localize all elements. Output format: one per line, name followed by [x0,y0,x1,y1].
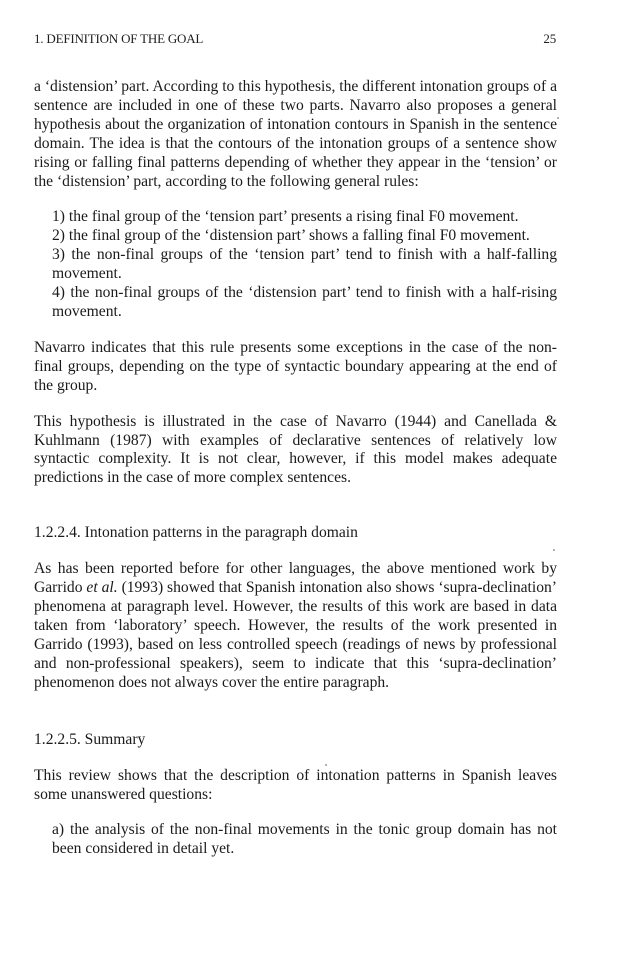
section-heading-paragraph-domain: 1.2.2.4. Intonation patterns in the paragraph domain [34,524,358,542]
rules-list [52,208,557,321]
summary-list-item: a) the analysis of the non-final movements in the tonic group domain has not been considered in detail yet. [52,821,557,858]
italic-citation: et al. [86,579,118,597]
summary-paragraph: This review shows that the description of intonation patterns in Spanish leaves some unanswered questions: [34,767,557,804]
scan-speck [325,764,327,766]
chapter-title: 1. DEFINITION OF THE GOAL [34,31,204,46]
scan-speck [557,117,559,119]
section-heading-summary: 1.2.2.5. Summary [34,731,146,749]
scan-speck [553,549,555,551]
text-segment: (1993) showed that Spanish intonation also shows ‘supra-declination’ phenomena at paragraph level. However, the results of this work are based in data taken from ‘laboratory’ speech. However, the results of the work presented in Garrido (1993), based on less controlled speech (readings of news by professional and non-professional speakers), seem to indicate that this ‘supra-declination’ phenomenon does not always cover the entire paragraph. [34,579,557,691]
rule-item: 1) the final group of the ‘tension part’ presents a rising final F0 movement. [52,208,519,226]
illustration-paragraph: This hypothesis is illustrated in the case of Navarro (1944) and Canellada & Kuhlmann (1987) with examples of declarative sentences of relatively low syntactic complexity. It is not clear, however, if this model makes adequate predictions in the case of more complex sentences. [34,412,557,487]
body-text [34,78,557,859]
summary-list [52,821,557,859]
paragraph-domain-text [34,560,557,692]
text-segment: As has been reported before for other languages, the above mentioned work by Garrido [34,560,557,597]
rule-item: 2) the final group of the ‘distension part’ shows a falling final F0 movement. [52,227,530,245]
intro-paragraph: a ‘distension’ part. According to this hypothesis, the different intonation groups of a sentence are included in one of these two parts. Navarro also proposes a general hypothesis about the organization of intonation contours in Spanish in the sentence domain. The idea is that the contours of the intonation groups of a sentence show rising or falling final patterns depending of whether they appear in the ‘tension’ or the ‘distension’ part, according to the following general rules: [34,78,557,190]
rule-item: 3) the non-final groups of the ‘tension part’ tend to finish with a half-falling movement. [52,246,557,283]
running-head [34,31,556,47]
page-number: 25 [543,31,556,46]
rule-item: 4) the non-final groups of the ‘distension part’ tend to finish with a half-rising movement. [52,284,557,320]
exceptions-paragraph: Navarro indicates that this rule presents some exceptions in the case of the non-final groups, depending on the type of syntactic boundary appearing at the end of the group. [34,338,557,394]
